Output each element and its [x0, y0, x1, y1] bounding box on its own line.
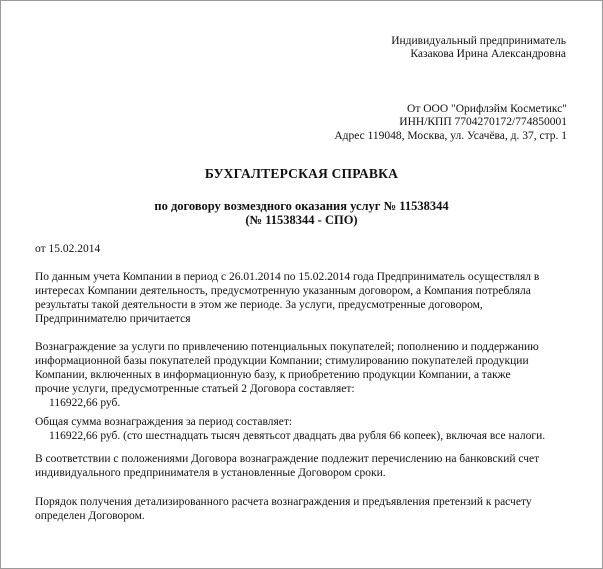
paragraph-line: индивидуального предпринимателя в установленные Договором сроки.	[35, 467, 386, 479]
sender-block	[334, 103, 567, 143]
sender-company: От ООО "Орифлэйм Косметикс"	[407, 103, 567, 115]
total-label: Общая сумма вознаграждения за период составляет:	[35, 416, 293, 428]
sender-inn-kpp: ИНН/КПП 7704270172/774850001	[399, 116, 567, 129]
paragraph-line: определен Договором.	[35, 510, 145, 522]
paragraph-line: Предпринимателю причитается	[35, 313, 191, 325]
recipient-block	[391, 35, 566, 62]
total-amount: 116922,66 руб. (сто шестнадцать тысяч девятьсот двадцать два рубля 66 копеек), включая все налоги.	[49, 430, 546, 442]
recipient-title: Индивидуальный предприниматель	[391, 35, 566, 47]
document-title: БУХГАЛТЕРСКАЯ СПРАВКА	[204, 166, 399, 181]
service-amount: 116922,66 руб.	[49, 397, 121, 409]
contract-number: (№ 11538344 - СПО)	[245, 213, 358, 227]
document-date: от 15.02.2014	[35, 243, 101, 255]
paragraph-line: Компании, включенных в информационную базу, к приобретению продукции Компании, а также	[35, 369, 511, 381]
paragraph-line: интересах Компании деятельность, предусмотренную указанным договором, а Компания потребляла	[35, 285, 531, 297]
paragraph-line: прочие услуги, предусмотренные статьей 2 Договора составляет:	[35, 383, 355, 395]
paragraph-line: По данным учета Компании в период с 26.01.2014 по 15.02.2014 года Предприниматель осуществлял в	[35, 271, 540, 283]
paragraph-line: результаты такой деятельности в этом же периоде. За услуги, предусмотренные договором,	[35, 299, 483, 311]
contract-subtitle: по договору возмездного оказания услуг № 11538344	[154, 199, 449, 213]
paragraph-line: Порядок получения детализированного расчета вознаграждения и предъявления претензий к расчету	[35, 496, 532, 508]
paragraph-line: В соответствии с положениями Договора вознаграждение подлежит перечислению на банковский счет	[35, 453, 540, 465]
paragraph-line: информационной базы покупателей продукции Компании; стимулированию покупателей продукции	[35, 355, 529, 367]
sender-address: Адрес 119048, Москва, ул. Усачёва, д. 37, стр. 1	[334, 129, 567, 142]
recipient-name: Казакова Ирина Александровна	[410, 48, 566, 61]
paragraph-line: Вознаграждение за услуги по привлечению потенциальных покупателей; пополнению и поддержанию	[35, 341, 539, 353]
